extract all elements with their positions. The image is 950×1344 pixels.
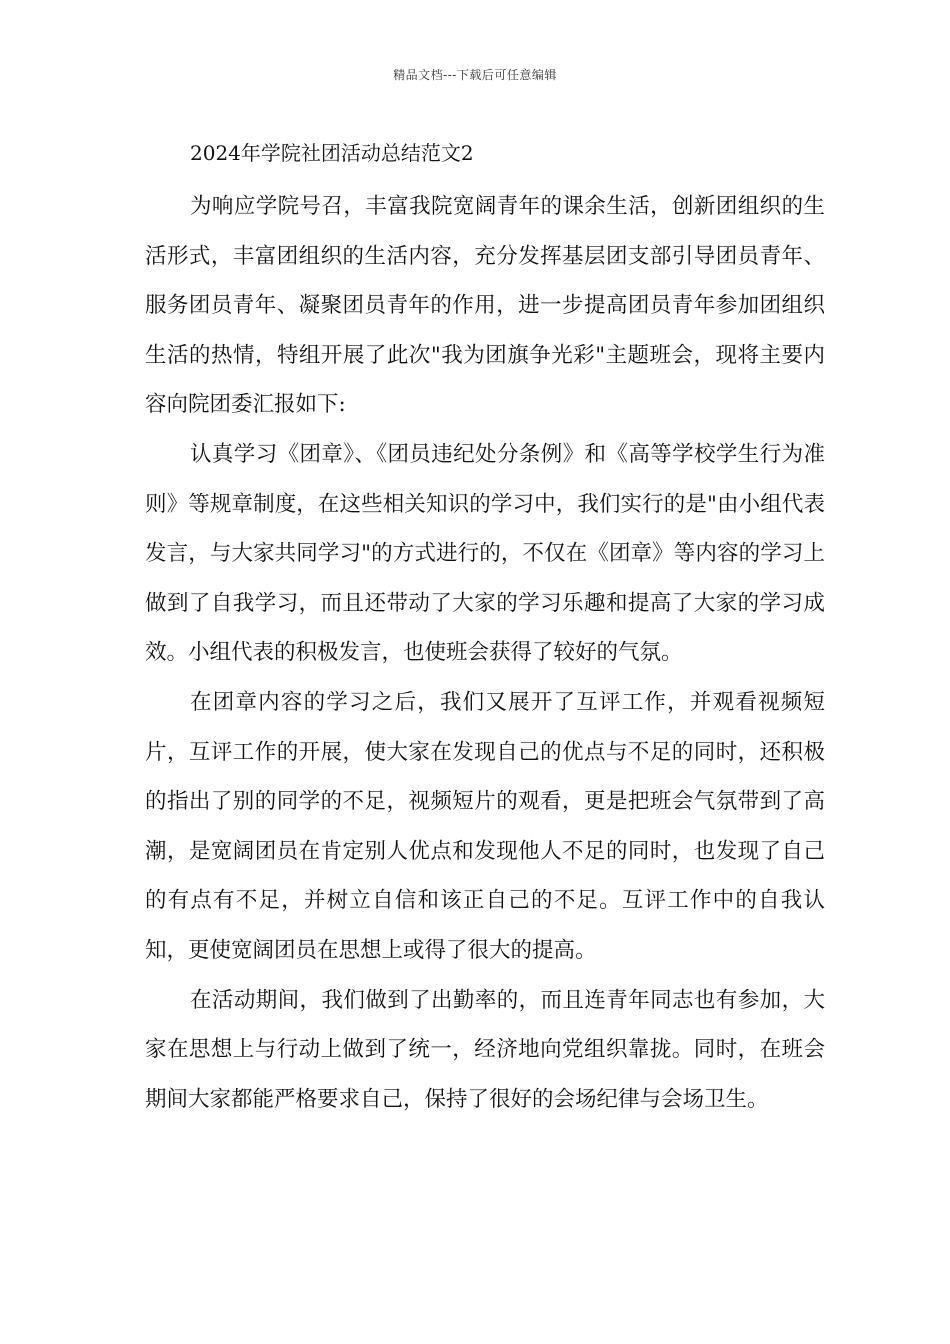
page-header: 精品文档---下载后可任意编辑	[393, 68, 557, 82]
paragraph: 为响应学院号召，丰富我院宽阔青年的课余生活，创新团组织的生活形式，丰富团组织的生活内容，充分发挥基层团支部引导团员青年、服务团员青年、凝聚团员青年的作用，进一步提高团员青年参加团组织生活的热情，特组开展了此次"我为团旗争光彩"主题班会，现将主要内容向院团委汇报如下:	[145, 194, 825, 418]
paragraph: 认真学习《团章》、《团员违纪处分条例》和《高等学校学生行为准则》等规章制度，在这些相关知识的学习中，我们实行的是"由小组代表发言，与大家共同学习"的方式进行的，不仅在《团章》等内容的学习上做到了自我学习，而且还带动了大家的学习乐趣和提高了大家的学习成效。小组代表的积极发言，也使班会获得了较好的气氛。	[145, 441, 825, 666]
document-body	[145, 182, 825, 1124]
paragraph: 在活动期间，我们做到了出勤率的，而且连青年同志也有参加，大家在思想上与行动上做到了统一，经济地向党组织靠拢。同时，在班会期间大家都能严格要求自己，保持了很好的会场纪律与会场卫生。	[145, 987, 825, 1112]
paragraph: 在团章内容的学习之后，我们又展开了互评工作，并观看视频短片，互评工作的开展，使大家在发现自己的优点与不足的同时，还积极的指出了别的同学的不足，视频短片的观看，更是把班会气氛带到了高潮，是宽阔团员在肯定别人优点和发现他人不足的同时，也发现了自己的有点有不足，并树立自信和该正自己的不足。互评工作中的自我认知，更使宽阔团员在思想上或得了很大的提高。	[145, 689, 825, 963]
document-title: 2024年学院社团活动总结范文2	[190, 141, 474, 165]
